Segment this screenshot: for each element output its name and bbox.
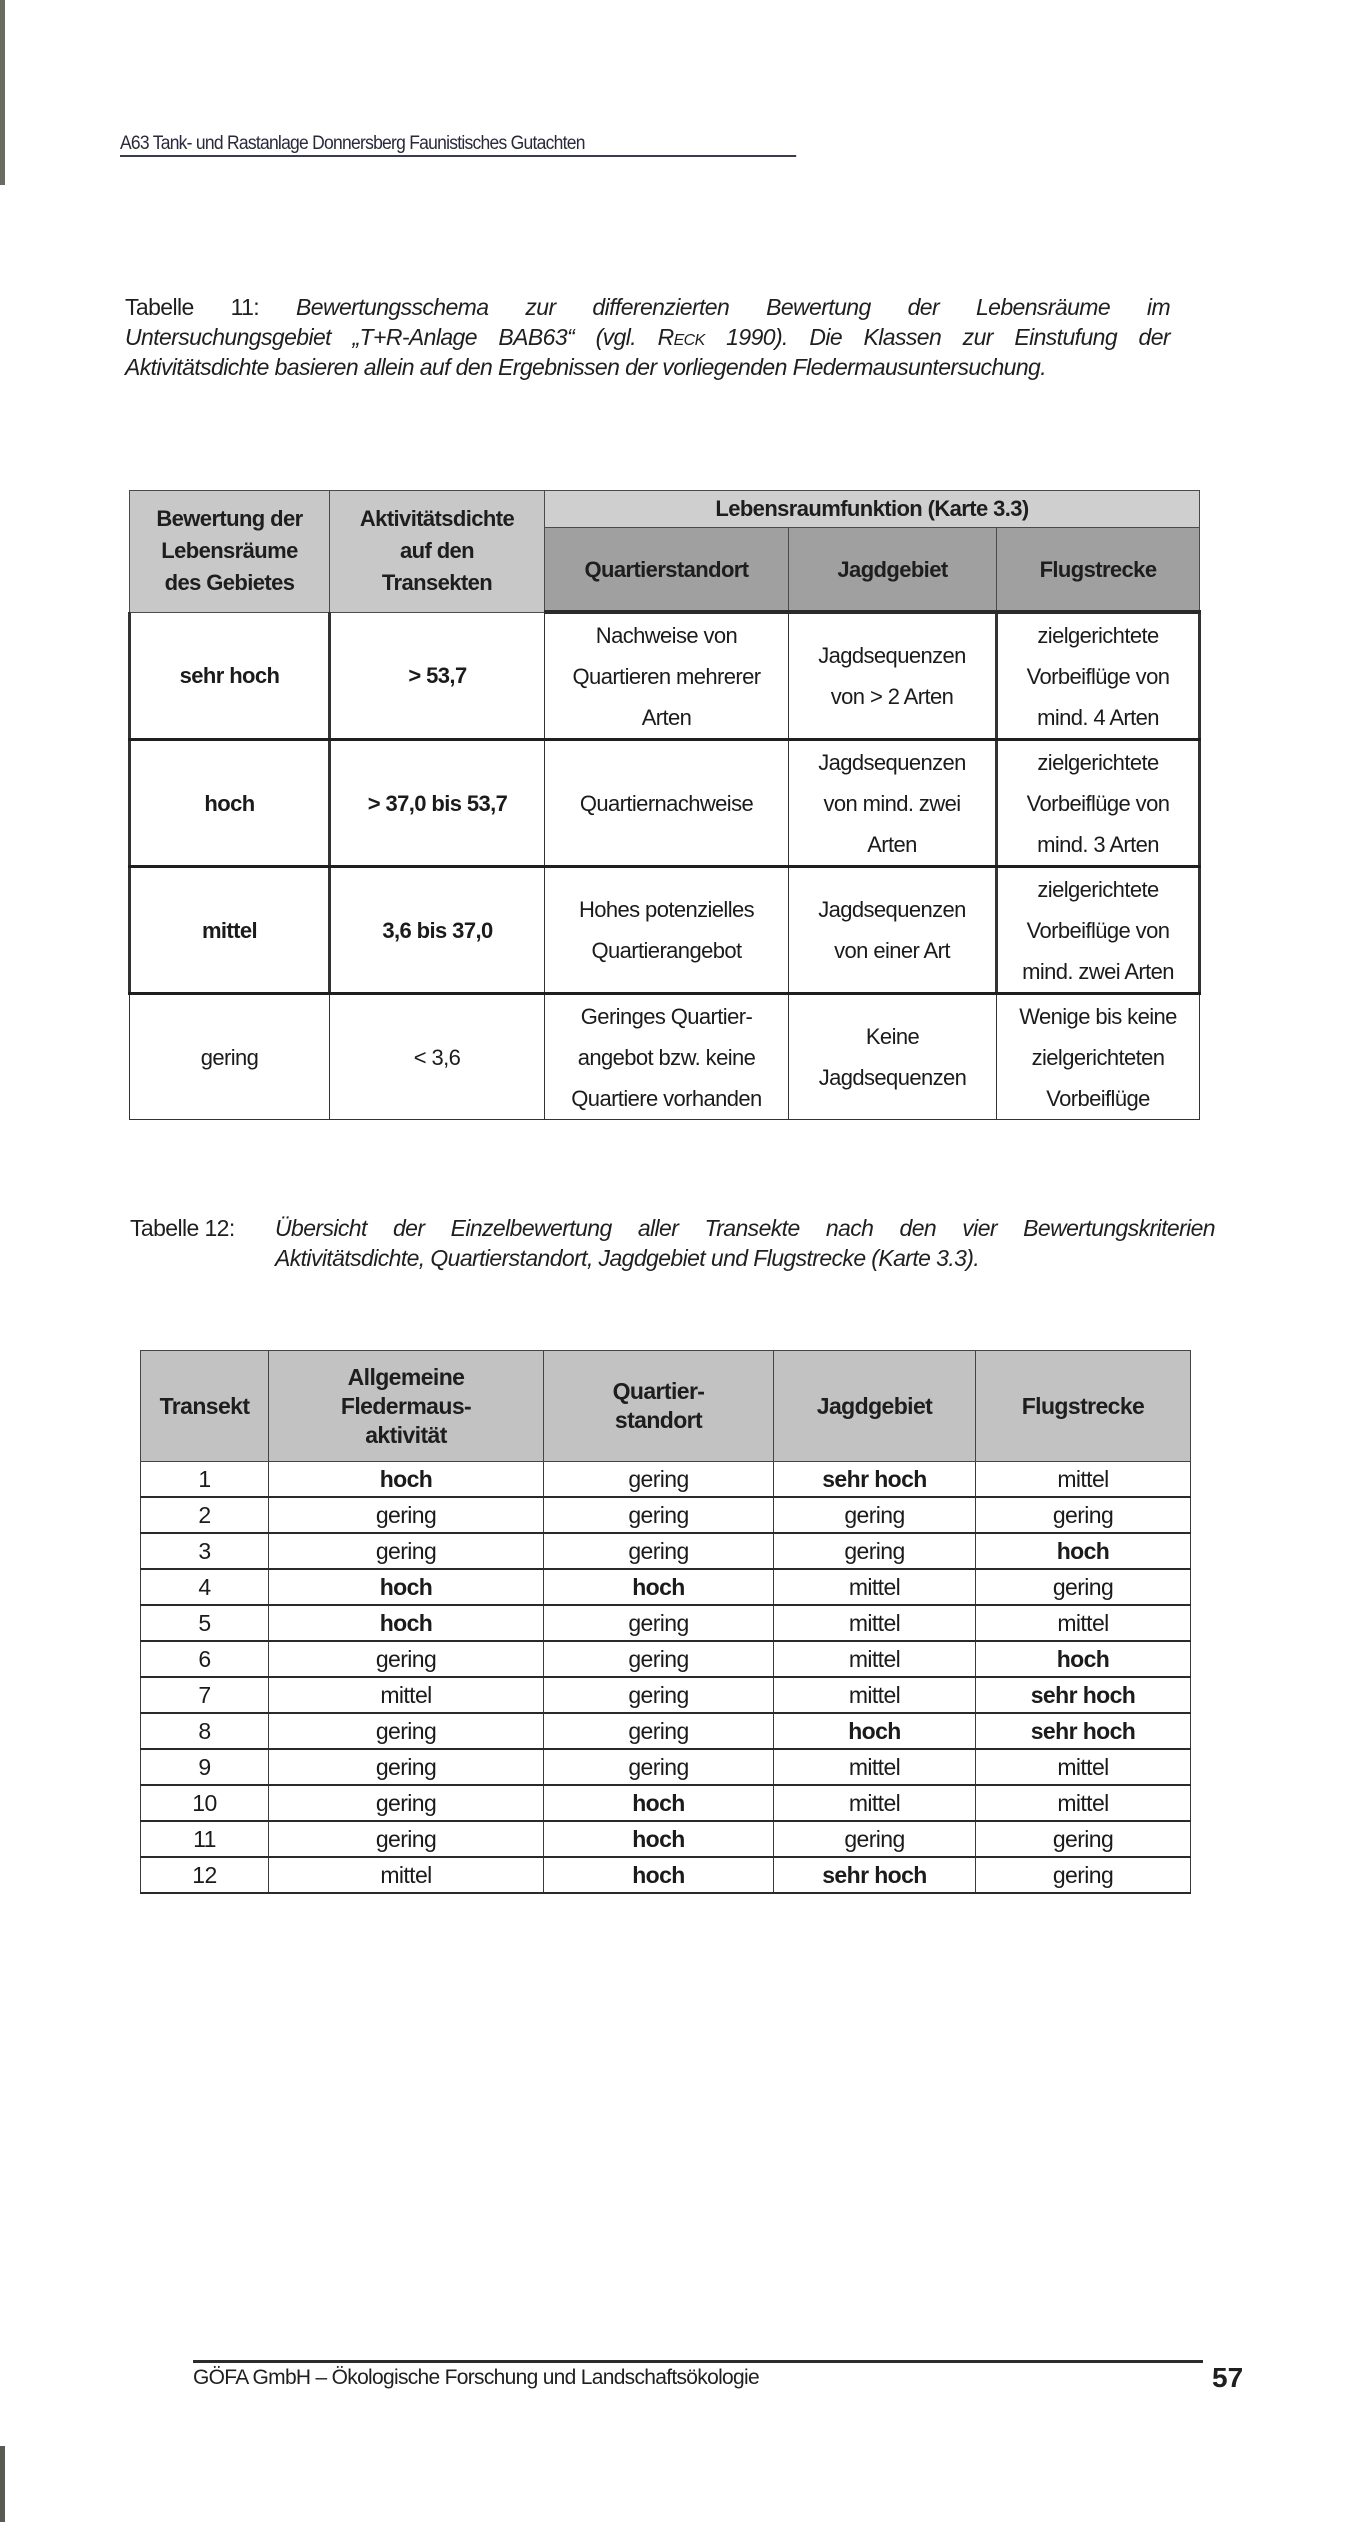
flight-cell: hoch [976,1533,1191,1569]
page-number: 57 [1212,2362,1244,2393]
footer-rule [193,2360,1203,2363]
hunting-cell: mittel [774,1785,976,1821]
header-rating: Bewertung der Lebensräume des Gebietes [130,491,330,613]
transect-cell: 12 [141,1857,269,1893]
density-cell: > 53,7 [330,612,545,740]
header-flight-path: Flugstrecke [997,528,1200,613]
hunting-cell: sehr hoch [774,1462,976,1498]
cited-author: Reck [657,324,705,350]
activity-cell: hoch [269,1605,544,1641]
table-row [141,1749,1191,1785]
table-row [141,1785,1191,1821]
hunting-cell: mittel [774,1641,976,1677]
roost-cell: hoch [544,1785,774,1821]
roost-cell: hoch [544,1569,774,1605]
caption-label: Tabelle 11: [125,294,260,320]
flight-cell: hoch [976,1641,1191,1677]
transect-cell: 9 [141,1749,269,1785]
hunting-cell: mittel [774,1605,976,1641]
table-row [130,612,1200,740]
hunting-cell: Keine Jagdsequenzen [789,994,997,1120]
table-row [141,1857,1191,1893]
flight-cell: sehr hoch [976,1713,1191,1749]
activity-cell: gering [269,1713,544,1749]
density-cell: > 37,0 bis 53,7 [330,740,545,867]
table-12-caption: Tabelle 12: Übersicht der Einzelbewertung aller Transekte nach den vier Bewertungskriterien Aktivitätsdichte, Quartierstandort, Jagdgebiet und Flugstrecke (Karte 3.3). [130,1215,1215,1271]
activity-cell: gering [269,1497,544,1533]
hunting-cell: Jagdsequenzen von mind. zwei Arten [789,740,997,867]
rating-cell: mittel [130,867,330,994]
activity-cell: hoch [269,1569,544,1605]
transect-cell: 11 [141,1821,269,1857]
table-row [141,1641,1191,1677]
table-12-body [141,1462,1191,1894]
activity-cell: gering [269,1821,544,1857]
roost-cell: gering [544,1677,774,1713]
table-12-transect-ratings [140,1350,1191,1894]
scan-edge-artifact [0,0,5,185]
roost-cell: gering [544,1533,774,1569]
hunting-cell: mittel [774,1677,976,1713]
flight-cell: Wenige bis keine zielgerichteten Vorbeiflüge [997,994,1200,1120]
activity-cell: gering [269,1641,544,1677]
transect-cell: 3 [141,1533,269,1569]
table-11-caption [125,292,1170,382]
table-row [130,994,1200,1120]
flight-cell: mittel [976,1605,1191,1641]
flight-cell: zielgerichtete Vorbeiflüge von mind. 3 Arten [997,740,1200,867]
table-row [141,1533,1191,1569]
flight-cell: mittel [976,1749,1191,1785]
table-row [141,1569,1191,1605]
transect-cell: 2 [141,1497,269,1533]
activity-cell: gering [269,1785,544,1821]
table-row [141,1605,1191,1641]
hunting-cell: Jagdsequenzen von > 2 Arten [789,612,997,740]
roost-cell: gering [544,1462,774,1498]
caption-label: Tabelle 12: [130,1215,235,1241]
flight-cell: gering [976,1497,1191,1533]
hunting-cell: Jagdsequenzen von einer Art [789,867,997,994]
transect-cell: 10 [141,1785,269,1821]
flight-cell: sehr hoch [976,1677,1191,1713]
scan-edge-artifact [0,2446,5,2522]
rating-cell: sehr hoch [130,612,330,740]
roost-cell: Geringes Quartier- angebot bzw. keine Quartiere vorhanden [545,994,789,1120]
hunting-cell: gering [774,1497,976,1533]
activity-cell: hoch [269,1462,544,1498]
roost-cell: hoch [544,1821,774,1857]
activity-cell: mittel [269,1677,544,1713]
header-flight-path: Flugstrecke [976,1351,1191,1462]
caption-line: Aktivitätsdichte basieren allein auf den Ergebnissen der vorliegenden Fledermausuntersuchung. [125,354,1047,380]
header-roost-site: Quartier- standort [544,1351,774,1462]
activity-cell: gering [269,1533,544,1569]
table-row [130,867,1200,994]
flight-cell: zielgerichtete Vorbeiflüge von mind. zwei Arten [997,867,1200,994]
table-row [130,740,1200,867]
hunting-cell: sehr hoch [774,1857,976,1893]
transect-cell: 6 [141,1641,269,1677]
table-11-assessment-scheme [128,490,1201,1120]
table-row [141,1713,1191,1749]
hunting-cell: gering [774,1821,976,1857]
roost-cell: gering [544,1497,774,1533]
flight-cell: mittel [976,1462,1191,1498]
rating-cell: gering [130,994,330,1120]
flight-cell: gering [976,1821,1191,1857]
table-row [141,1462,1191,1498]
activity-cell: mittel [269,1857,544,1893]
header-activity-density: Aktivitätsdichte auf den Transekten [330,491,545,613]
hunting-cell: mittel [774,1749,976,1785]
hunting-cell: mittel [774,1569,976,1605]
roost-cell: Nachweise von Quartieren mehrerer Arten [545,612,789,740]
hunting-cell: hoch [774,1713,976,1749]
roost-cell: gering [544,1749,774,1785]
flight-cell: mittel [976,1785,1191,1821]
table-row [141,1677,1191,1713]
header-transect: Transekt [141,1351,269,1462]
caption-line: Untersuchungsgebiet „T+R-Anlage BAB63“ (vgl. Reck 1990). Die Klassen zur Einstufung der [125,324,1170,350]
hunting-cell: gering [774,1533,976,1569]
roost-cell: Quartiernachweise [545,740,789,867]
density-cell: 3,6 bis 37,0 [330,867,545,994]
header-roost-site: Quartierstandort [545,528,789,613]
running-header: A63 Tank- und Rastanlage Donnersberg Faunistisches Gutachten [120,133,796,157]
footer-text: GÖFA GmbH – Ökologische Forschung und Landschaftsökologie [193,2366,759,2389]
roost-cell: gering [544,1605,774,1641]
transect-cell: 8 [141,1713,269,1749]
transect-cell: 7 [141,1677,269,1713]
flight-cell: gering [976,1857,1191,1893]
caption-line: Tabelle 11: Bewertungsschema zur differenzierten Bewertung der Lebensräume im [125,294,1171,320]
header-hunting-area: Jagdgebiet [774,1351,976,1462]
header-habitat-function: Lebensraumfunktion (Karte 3.3) [545,491,1200,528]
table-row [141,1821,1191,1857]
table-row [141,1497,1191,1533]
transect-cell: 5 [141,1605,269,1641]
density-cell: < 3,6 [330,994,545,1120]
rating-cell: hoch [130,740,330,867]
flight-cell: gering [976,1569,1191,1605]
activity-cell: gering [269,1749,544,1785]
header-hunting-area: Jagdgebiet [789,528,997,613]
roost-cell: Hohes potenzielles Quartierangebot [545,867,789,994]
transect-cell: 1 [141,1462,269,1498]
roost-cell: hoch [544,1857,774,1893]
roost-cell: gering [544,1713,774,1749]
transect-cell: 4 [141,1569,269,1605]
roost-cell: gering [544,1641,774,1677]
flight-cell: zielgerichtete Vorbeiflüge von mind. 4 Arten [997,612,1200,740]
header-general-activity: Allgemeine Fledermaus- aktivität [269,1351,544,1462]
